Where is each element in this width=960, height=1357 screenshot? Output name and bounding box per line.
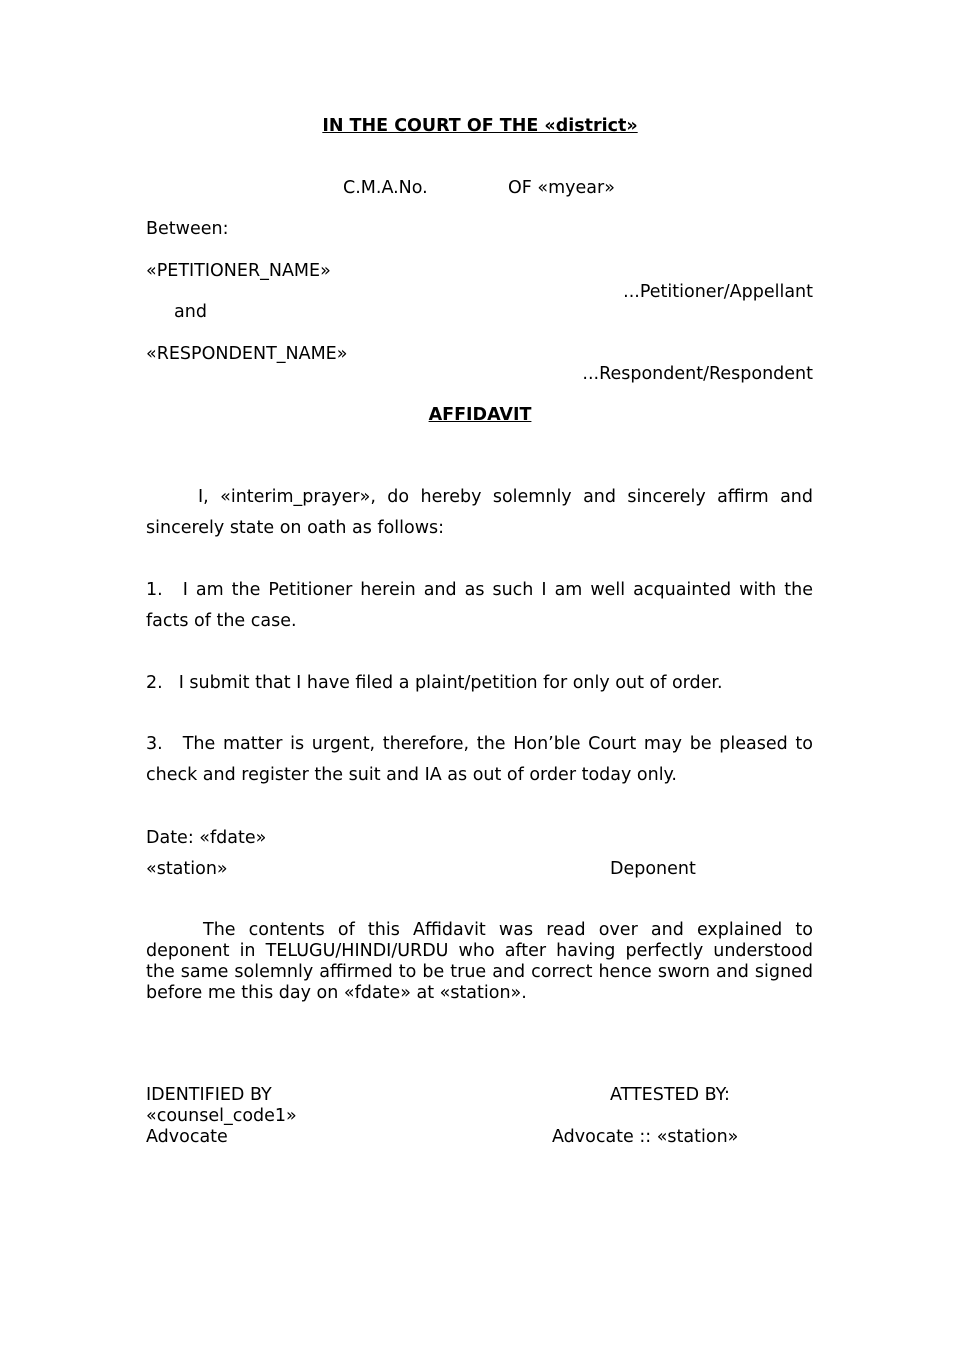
intro-paragraph <box>146 482 813 544</box>
paragraph-number: 1. <box>146 580 163 600</box>
attested-advocate: Advocate :: «station» <box>552 1127 739 1147</box>
and-label: and <box>174 302 207 322</box>
paragraph-3 <box>146 729 813 791</box>
court-title: IN THE COURT OF THE «district» <box>322 116 638 136</box>
attestation-text: The contents of this Affidavit was read over and explained to deponent in TELUGU/HINDI/URDU who after having perfectly understood the same solemnly affirmed to be true and correct hence sworn and signed before me this day on «fdate» at «station». <box>146 920 813 1003</box>
paragraph-text: I submit that I have filed a plaint/petition for only out of order. <box>178 673 723 693</box>
respondent-role: ...Respondent/Respondent <box>582 364 813 384</box>
case-number-label: C.M.A.No. <box>343 178 428 198</box>
intro-text: I, «interim_prayer», do hereby solemnly and sincerely affirm and sincerely state on oath as follows: <box>146 487 813 538</box>
attested-by-label: ATTESTED BY: <box>610 1085 730 1105</box>
paragraph-text: The matter is urgent, therefore, the Hon’ble Court may be pleased to check and register the suit and IA as out of order today only. <box>146 734 813 785</box>
petitioner-name: «PETITIONER_NAME» <box>146 261 331 281</box>
identified-advocate: Advocate <box>146 1127 228 1147</box>
paragraph-2 <box>146 675 723 693</box>
petitioner-role: ...Petitioner/Appellant <box>623 282 813 302</box>
attestation-paragraph <box>146 920 813 1004</box>
station-line: «station» <box>146 859 228 879</box>
paragraph-1 <box>146 575 813 637</box>
deponent-label: Deponent <box>610 859 696 879</box>
paragraph-text: I am the Petitioner herein and as such I am well acquainted with the facts of the case. <box>146 580 813 631</box>
counsel-code: «counsel_code1» <box>146 1106 297 1126</box>
paragraph-number: 2. <box>146 673 163 693</box>
case-year: OF «myear» <box>508 178 615 198</box>
date-line: Date: «fdate» <box>146 828 267 848</box>
between-label: Between: <box>146 219 229 239</box>
identified-by-label: IDENTIFIED BY <box>146 1085 272 1105</box>
affidavit-heading: AFFIDAVIT <box>428 405 532 425</box>
respondent-name: «RESPONDENT_NAME» <box>146 344 348 364</box>
paragraph-number: 3. <box>146 734 163 754</box>
